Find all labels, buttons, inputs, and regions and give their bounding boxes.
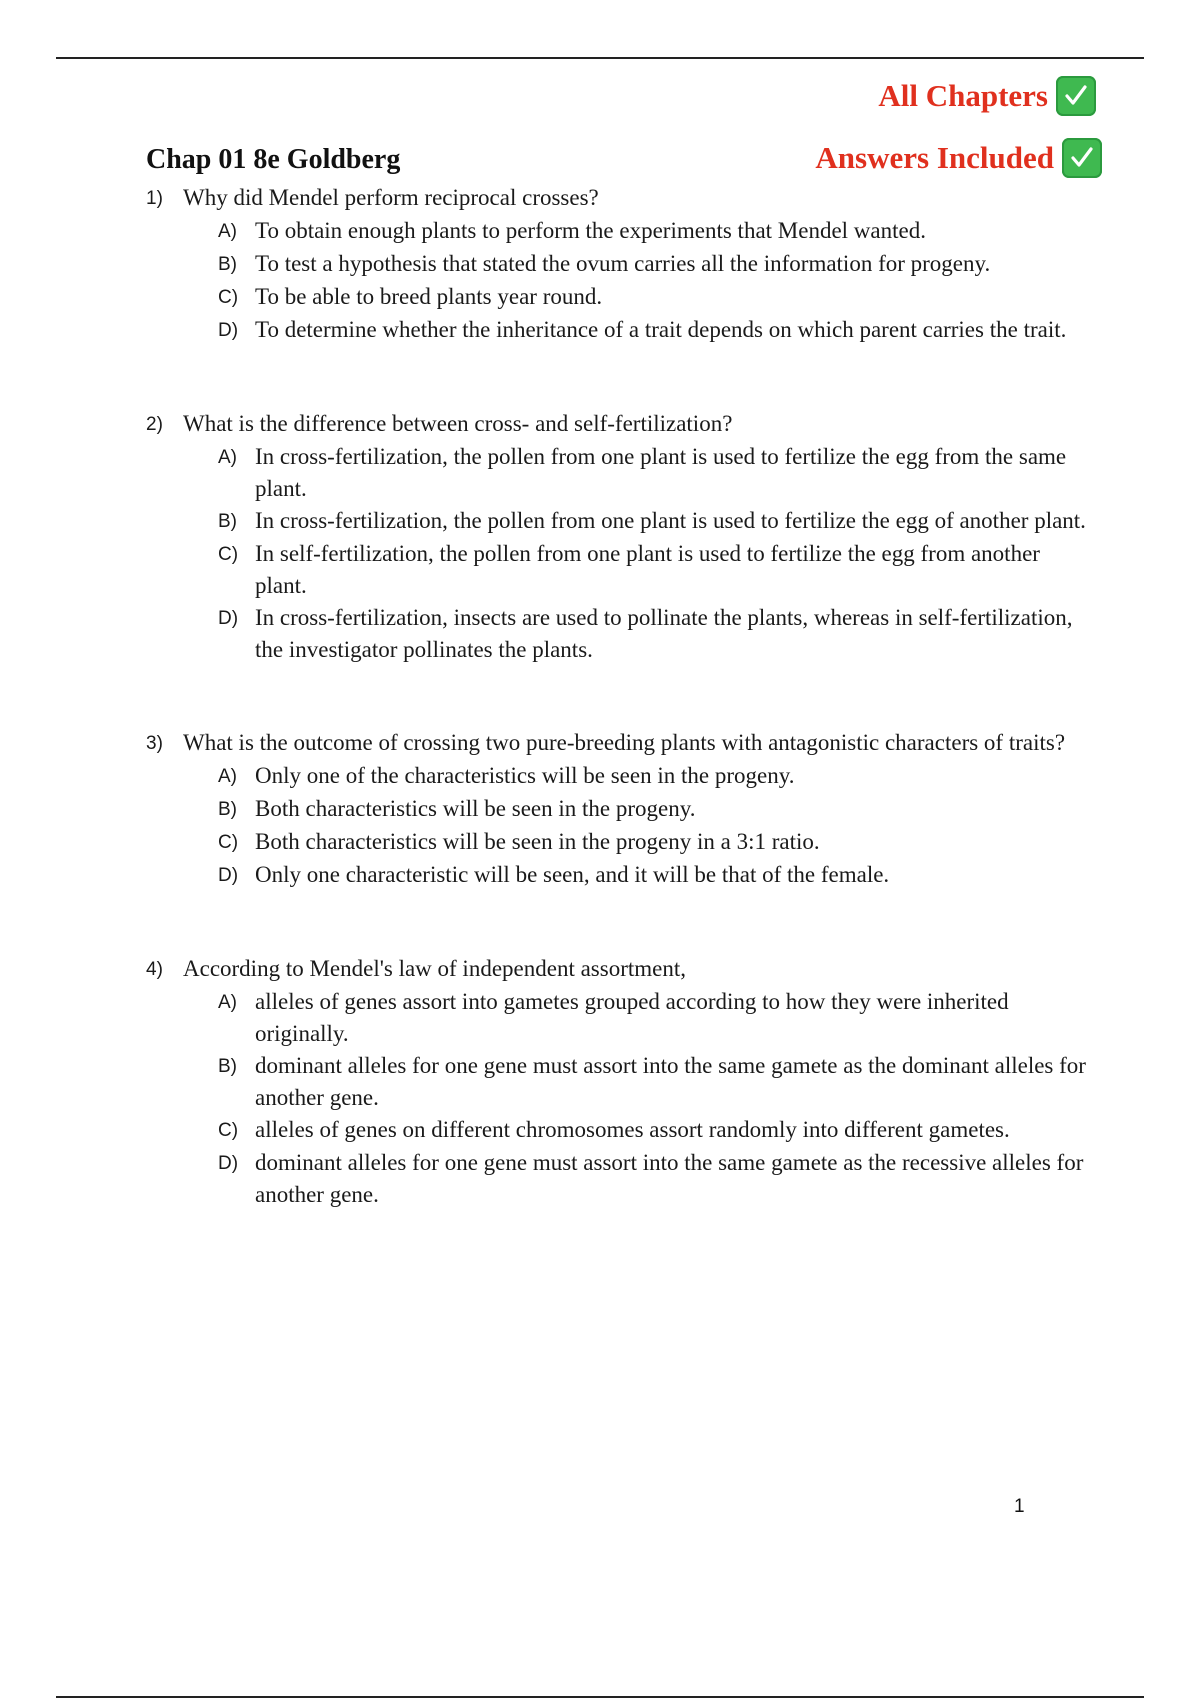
question-number: 3) — [146, 733, 163, 754]
check-box-icon — [1062, 138, 1102, 178]
option-text: In self-fertilization, the pollen from one plant is used to fertilize the egg from another plant. — [255, 541, 1040, 598]
answer-option — [218, 826, 1096, 859]
option-letter: B) — [218, 511, 237, 532]
banner-label: Answers Included — [815, 140, 1054, 175]
answer-option — [218, 793, 1096, 826]
option-letter: A) — [218, 766, 237, 787]
option-letter: A) — [218, 992, 237, 1013]
answer-option — [218, 538, 1096, 602]
question-number: 1) — [146, 188, 163, 209]
answer-option — [218, 1050, 1096, 1114]
question-number: 4) — [146, 959, 163, 980]
option-text: In cross-fertilization, the pollen from one plant is used to fertilize the egg of another plant. — [255, 508, 1086, 533]
option-letter: B) — [218, 799, 237, 820]
answer-option — [218, 760, 1096, 793]
answer-option — [218, 314, 1096, 347]
answer-option — [218, 248, 1096, 281]
option-text: alleles of genes assort into gametes grouped according to how they were inherited originally. — [255, 989, 1009, 1046]
question-text: What is the difference between cross- and self-fertilization? — [183, 411, 733, 436]
document-title: Chap 01 8e Goldberg — [146, 144, 401, 175]
option-letter: A) — [218, 221, 237, 242]
question-list — [146, 182, 1096, 1272]
page-number: 1 — [1014, 1496, 1025, 1517]
option-letter: C) — [218, 1120, 239, 1141]
option-text: To be able to breed plants year round. — [255, 284, 603, 309]
option-letter: D) — [218, 1153, 239, 1174]
banner-answers-included — [815, 138, 1102, 178]
answer-option — [218, 215, 1096, 248]
option-letter: D) — [218, 320, 239, 341]
option-text: Only one of the characteristics will be seen in the progeny. — [255, 763, 795, 788]
option-text: To obtain enough plants to perform the experiments that Mendel wanted. — [255, 218, 926, 243]
option-letter: C) — [218, 832, 239, 853]
question-2 — [146, 408, 1096, 666]
option-letter: B) — [218, 254, 237, 275]
question-1 — [146, 182, 1096, 347]
banner-label: All Chapters — [878, 78, 1048, 113]
option-letter: D) — [218, 865, 239, 886]
option-text: alleles of genes on different chromosomes assort randomly into different gametes. — [255, 1117, 1010, 1142]
answer-options — [218, 760, 1096, 892]
answer-option — [218, 1114, 1096, 1147]
option-text: To determine whether the inheritance of a trait depends on which parent carries the trait. — [255, 317, 1067, 342]
question-text: According to Mendel's law of independent assortment, — [183, 956, 686, 981]
option-text: Both characteristics will be seen in the progeny in a 3:1 ratio. — [255, 829, 820, 854]
answer-options — [218, 215, 1096, 347]
option-letter: A) — [218, 447, 237, 468]
answer-options — [218, 986, 1096, 1211]
answer-option — [218, 505, 1096, 538]
option-letter: D) — [218, 608, 239, 629]
option-letter: B) — [218, 1056, 237, 1077]
option-letter: C) — [218, 287, 239, 308]
question-text: Why did Mendel perform reciprocal crosses? — [183, 185, 599, 210]
option-text: Both characteristics will be seen in the progeny. — [255, 796, 696, 821]
check-box-icon — [1056, 76, 1096, 116]
question-3 — [146, 727, 1096, 892]
answer-option — [218, 602, 1096, 666]
option-text: In cross-fertilization, insects are used to pollinate the plants, whereas in self-fertilization, the investigator pollinates the plants. — [255, 605, 1073, 662]
bottom-rule — [56, 1696, 1144, 1698]
answer-option — [218, 986, 1096, 1050]
answer-option — [218, 1147, 1096, 1211]
option-text: To test a hypothesis that stated the ovum carries all the information for progeny. — [255, 251, 991, 276]
option-text: dominant alleles for one gene must assort into the same gamete as the dominant alleles for another gene. — [255, 1053, 1086, 1110]
option-text: Only one characteristic will be seen, and it will be that of the female. — [255, 862, 890, 887]
question-4 — [146, 953, 1096, 1211]
answer-option — [218, 441, 1096, 505]
question-text: What is the outcome of crossing two pure-breeding plants with antagonistic characters of traits? — [183, 730, 1066, 755]
answer-options — [218, 441, 1096, 666]
top-rule — [56, 57, 1144, 59]
question-number: 2) — [146, 414, 163, 435]
answer-option — [218, 281, 1096, 314]
option-text: In cross-fertilization, the pollen from one plant is used to fertilize the egg from the same plant. — [255, 444, 1067, 501]
banner-all-chapters — [878, 76, 1096, 116]
option-text: dominant alleles for one gene must assort into the same gamete as the recessive alleles for another gene. — [255, 1150, 1084, 1207]
answer-option — [218, 859, 1096, 892]
option-letter: C) — [218, 544, 239, 565]
